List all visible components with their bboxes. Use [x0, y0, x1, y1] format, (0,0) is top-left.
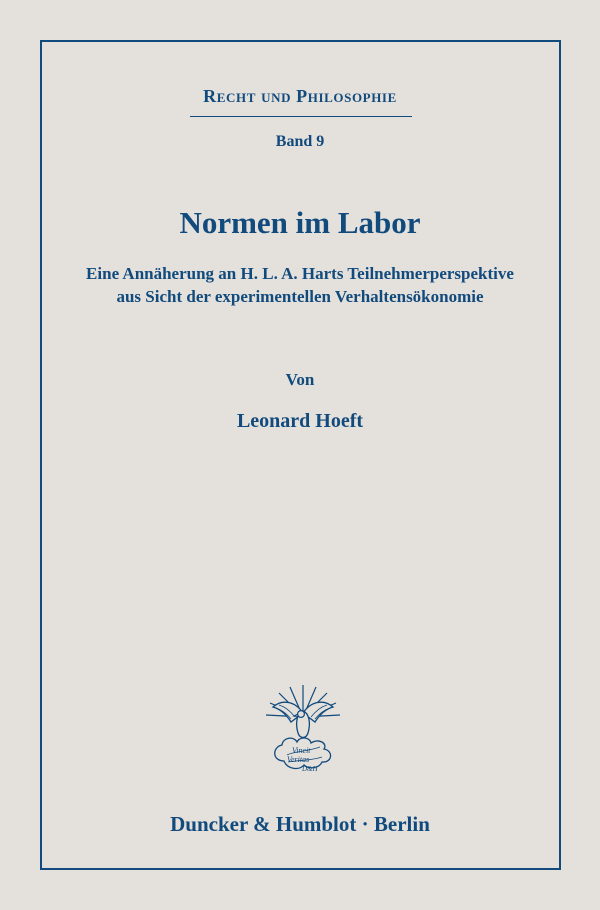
author-name: Leonard Hoeft [236, 410, 364, 432]
publisher-imprint: Duncker & Humblot · Berlin [170, 812, 430, 836]
book-subtitle [0, 262, 600, 308]
logo-motto-line-2: Veritas [287, 755, 310, 764]
logo-initials: D&H [302, 765, 318, 773]
series-title: Recht und Philosophie [203, 86, 397, 106]
by-label: Von [285, 370, 315, 389]
series-divider [190, 116, 412, 117]
book-title: Normen im Labor [179, 205, 421, 240]
logo-motto-line-1: Vincit [292, 746, 311, 755]
subtitle-line-2: aus Sicht der experimentellen Verhaltensökonomie [116, 287, 484, 306]
volume-number: Band 9 [275, 133, 325, 150]
subtitle-line-1: Eine Annäherung an H. L. A. Harts Teilnehmerperspektive [86, 264, 514, 283]
